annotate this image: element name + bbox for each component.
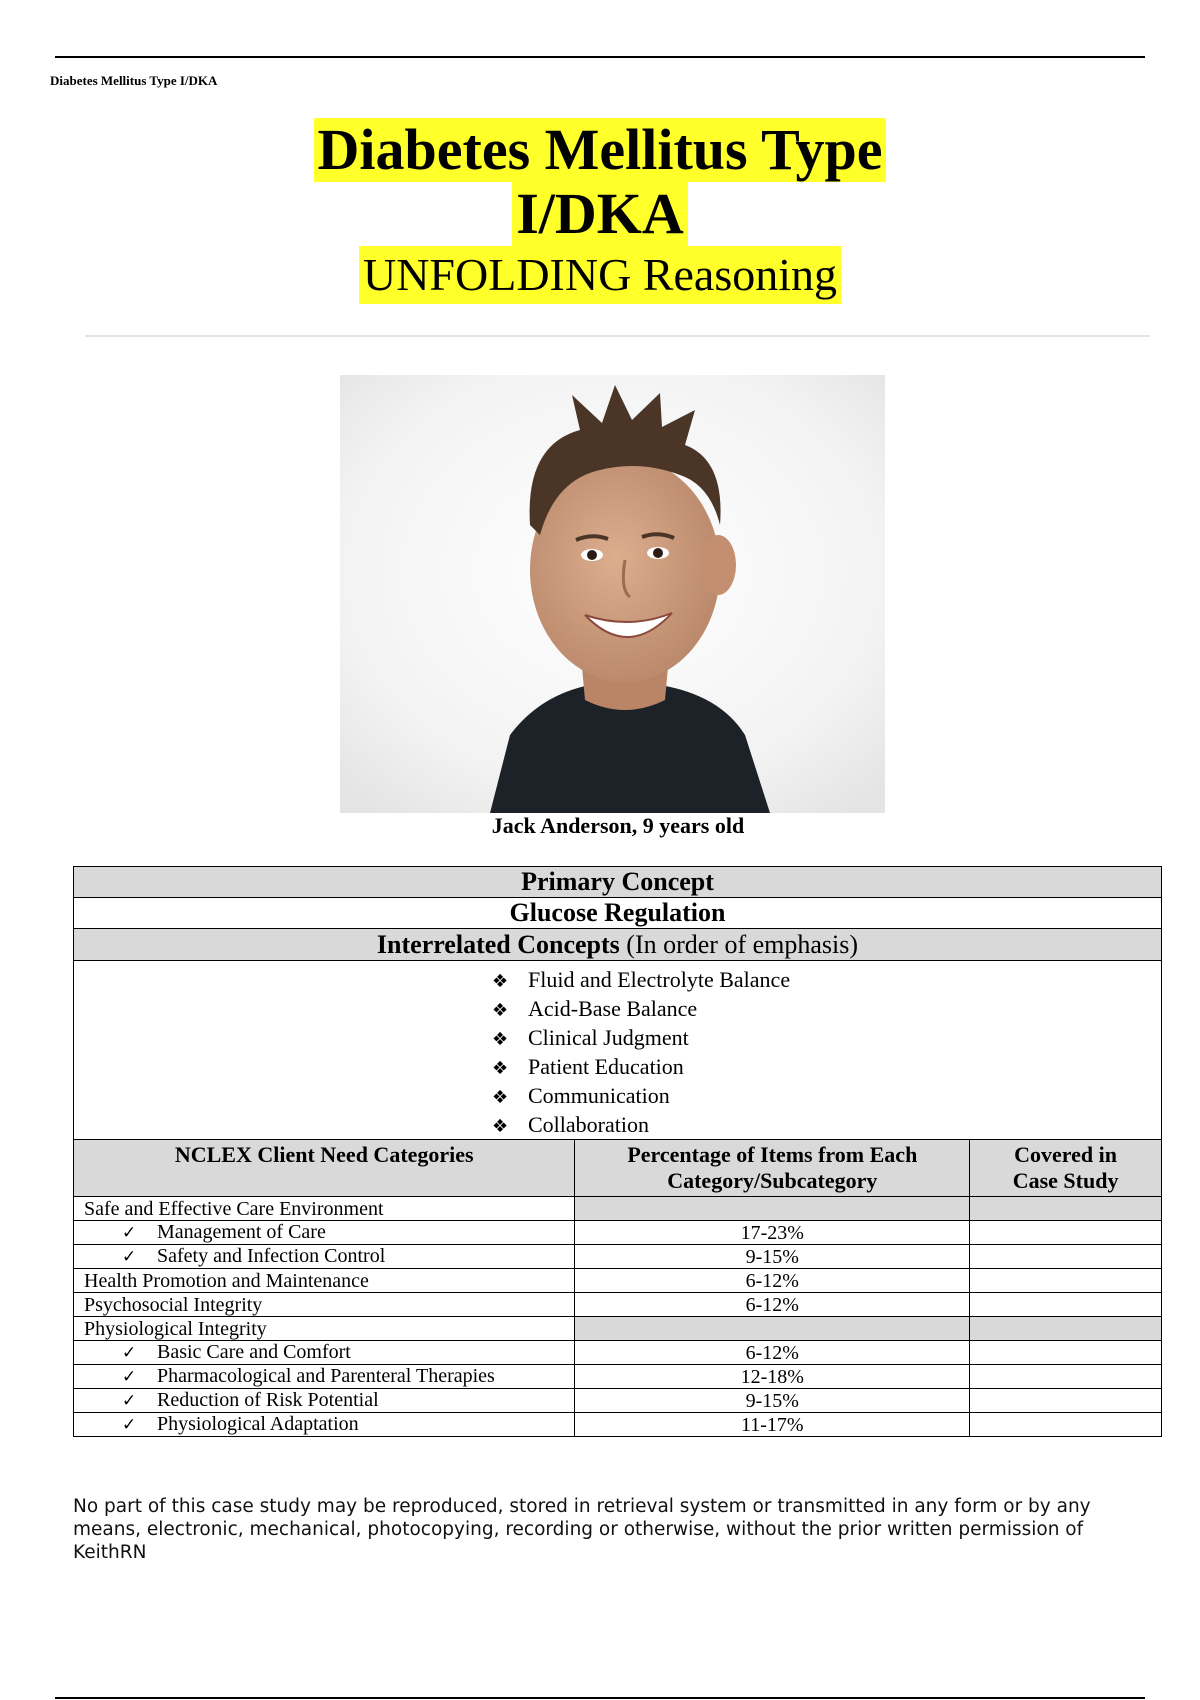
category-label: Health Promotion and Maintenance — [74, 1269, 575, 1293]
table-row — [74, 1365, 1162, 1389]
checkmark-icon: ✓ — [122, 1247, 137, 1267]
list-item: ❖ Patient Education — [492, 1052, 1161, 1081]
category-label: ✓ Safety and Infection Control — [74, 1245, 575, 1269]
covered-cell — [970, 1317, 1162, 1341]
subtitle: UNFOLDING Reasoning — [359, 246, 841, 304]
percentage-cell: 6-12% — [575, 1293, 970, 1317]
covered-cell — [970, 1197, 1162, 1221]
interrelated-list-cell — [74, 961, 1162, 1140]
diamond-bullet-icon: ❖ — [492, 1116, 509, 1137]
nclex-rows — [74, 1197, 1162, 1437]
interrelated-heading: Interrelated Concepts (In order of emphasis) — [74, 929, 1162, 961]
list-item: ❖ Clinical Judgment — [492, 1023, 1161, 1052]
covered-cell — [970, 1293, 1162, 1317]
covered-cell — [970, 1221, 1162, 1245]
list-item: ❖ Acid-Base Balance — [492, 994, 1161, 1023]
col-header-percentage: Percentage of Items from Each Category/Subcategory — [575, 1140, 970, 1197]
concept-nclex-table — [73, 866, 1162, 1437]
table-row — [74, 1389, 1162, 1413]
title-block — [0, 118, 1200, 304]
title-line-2: I/DKA — [512, 182, 688, 246]
bottom-rule — [55, 1697, 1145, 1699]
patient-photo — [340, 375, 885, 813]
table-row — [74, 1413, 1162, 1437]
table-row — [74, 1317, 1162, 1341]
interrelated-list — [74, 961, 1161, 1139]
covered-cell — [970, 1365, 1162, 1389]
category-label: ✓ Pharmacological and Parenteral Therapies — [74, 1365, 575, 1389]
percentage-cell: 12-18% — [575, 1365, 970, 1389]
diamond-bullet-icon: ❖ — [492, 1087, 509, 1108]
list-item: ❖ Fluid and Electrolyte Balance — [492, 965, 1161, 994]
diamond-bullet-icon: ❖ — [492, 1058, 509, 1079]
primary-concept-value: Glucose Regulation — [74, 898, 1162, 929]
category-label: ✓ Basic Care and Comfort — [74, 1341, 575, 1365]
percentage-cell: 11-17% — [575, 1413, 970, 1437]
list-item: ❖ Collaboration — [492, 1110, 1161, 1139]
category-label: ✓ Management of Care — [74, 1221, 575, 1245]
percentage-cell: 6-12% — [575, 1341, 970, 1365]
checkmark-icon: ✓ — [122, 1343, 137, 1363]
running-header: Diabetes Mellitus Type I/DKA — [50, 73, 218, 88]
checkmark-icon: ✓ — [122, 1391, 137, 1411]
list-item: ❖ Communication — [492, 1081, 1161, 1110]
checkmark-icon: ✓ — [122, 1367, 137, 1387]
percentage-cell: 6-12% — [575, 1269, 970, 1293]
category-label: ✓ Physiological Adaptation — [74, 1413, 575, 1437]
table-row — [74, 1221, 1162, 1245]
title-line-1: Diabetes Mellitus Type — [314, 118, 887, 182]
category-label: ✓ Reduction of Risk Potential — [74, 1389, 575, 1413]
percentage-cell — [575, 1197, 970, 1221]
covered-cell — [970, 1269, 1162, 1293]
covered-cell — [970, 1341, 1162, 1365]
diamond-bullet-icon: ❖ — [492, 1029, 509, 1050]
percentage-cell: 9-15% — [575, 1389, 970, 1413]
checkmark-icon: ✓ — [122, 1415, 137, 1435]
covered-cell — [970, 1413, 1162, 1437]
primary-concept-heading: Primary Concept — [74, 867, 1162, 898]
table-row — [74, 1245, 1162, 1269]
diamond-bullet-icon: ❖ — [492, 971, 509, 992]
patient-caption: Jack Anderson, 9 years old — [491, 813, 745, 838]
percentage-cell: 9-15% — [575, 1245, 970, 1269]
table-row — [74, 1269, 1162, 1293]
separator-rule — [85, 335, 1150, 337]
table-row — [74, 1341, 1162, 1365]
covered-cell — [970, 1389, 1162, 1413]
col-header-categories: NCLEX Client Need Categories — [74, 1140, 575, 1197]
diamond-bullet-icon: ❖ — [492, 1000, 509, 1021]
category-label: Physiological Integrity — [74, 1317, 575, 1341]
percentage-cell — [575, 1317, 970, 1341]
copyright-notice: No part of this case study may be reproduced, stored in retrieval system or transmitted in any form or by any means, electronic, mechanical, photocopying, recording or otherwise, without the prior written permission of KeithRN — [73, 1496, 1091, 1563]
top-rule — [55, 56, 1145, 58]
category-label: Safe and Effective Care Environment — [74, 1197, 575, 1221]
col-header-covered: Covered in Case Study — [970, 1140, 1162, 1197]
checkmark-icon: ✓ — [122, 1223, 137, 1243]
table-row — [74, 1197, 1162, 1221]
percentage-cell: 17-23% — [575, 1221, 970, 1245]
covered-cell — [970, 1245, 1162, 1269]
category-label: Psychosocial Integrity — [74, 1293, 575, 1317]
table-row — [74, 1293, 1162, 1317]
